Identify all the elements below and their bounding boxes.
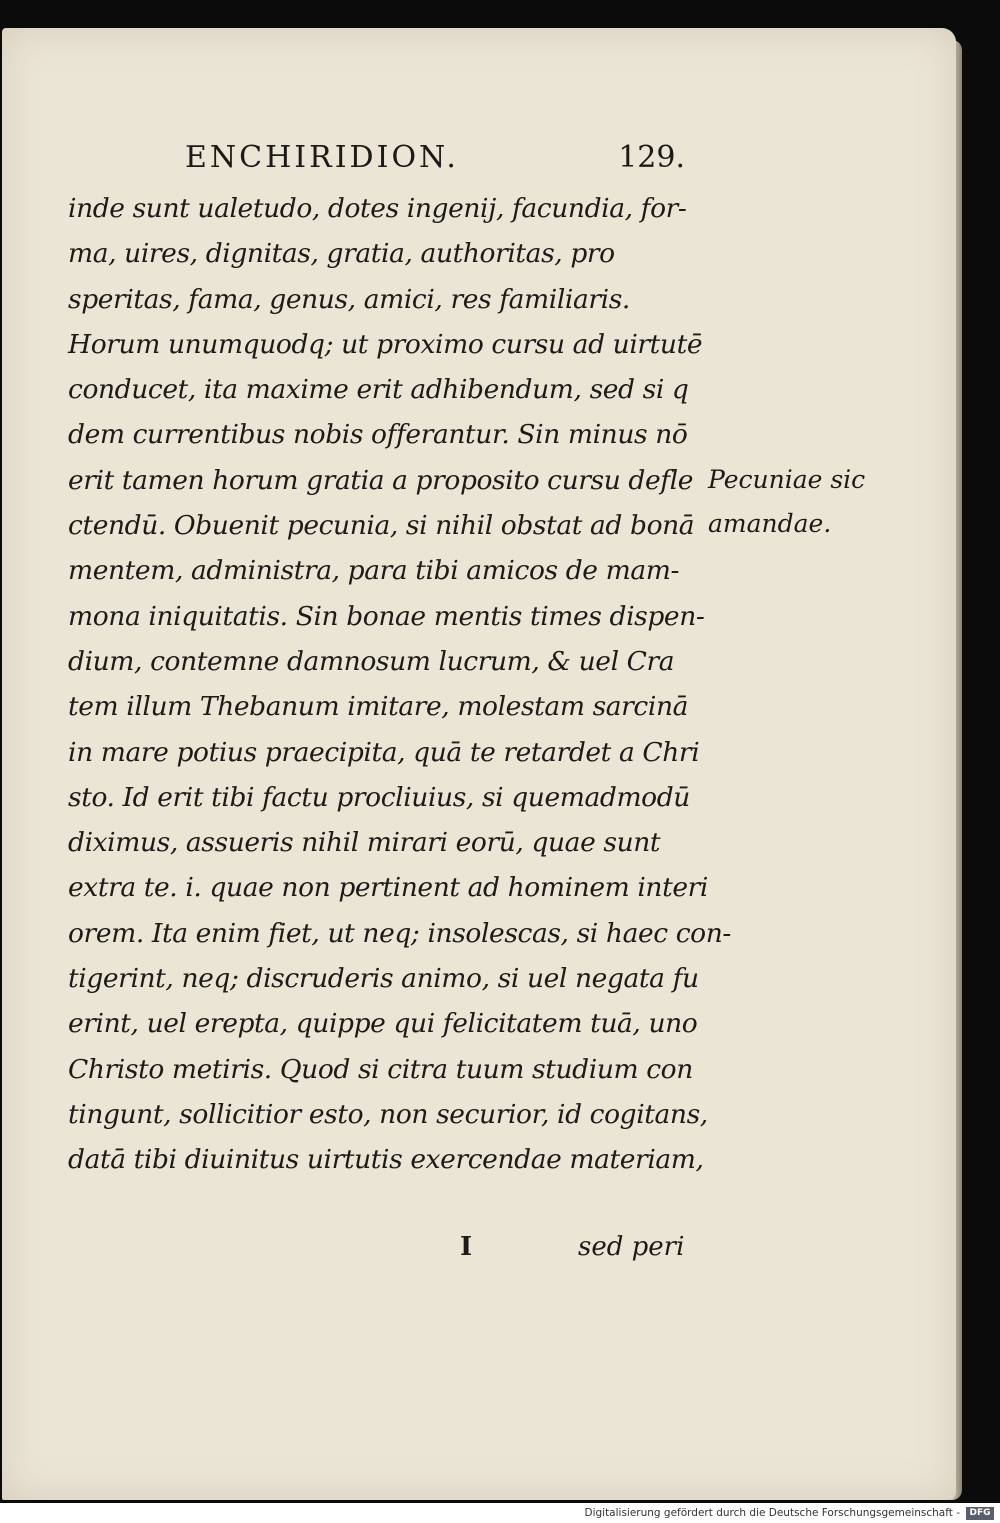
digitization-footer [0, 1503, 1000, 1523]
marginal-note [708, 458, 865, 546]
text-line: dium, contemne damnosum lucrum, & uel Cra [68, 645, 675, 677]
text-line: conducet, ita maxime erit adhibendum, sed si q [68, 374, 689, 406]
signature-mark: I [460, 1232, 473, 1262]
text-line: sto. Id erit tibi factu procliuius, si quemadmodū [68, 781, 690, 813]
text-line: erint, uel erepta, quippe qui felicitatem tuā, uno [68, 1008, 698, 1040]
body-text-block [68, 186, 731, 1183]
marginal-note-line: amandae. [708, 509, 832, 538]
text-line: inde sunt ualetudo, dotes ingenij, facundia, for- [68, 193, 687, 224]
text-line: dem currentibus nobis offerantur. Sin minus nō [68, 419, 688, 451]
text-line: orem. Ita enim fiet, ut neq; insolescas, si haec con- [68, 917, 731, 949]
dfg-logo: DFG [966, 1507, 994, 1520]
text-line: extra te. i. quae non pertinent ad hominem interi [68, 872, 708, 904]
page-footer-marks [0, 1232, 700, 1272]
funding-credit: Digitalisierung gefördert durch die Deutsche Forschungsgemeinschaft - [584, 1507, 960, 1519]
text-line: tem illum Thebanum imitare, molestam sarcinā [68, 691, 689, 723]
text-line: tingunt, sollicitior esto, non securior, id cogitans, [68, 1098, 708, 1130]
page-number: 129. [618, 140, 685, 175]
text-line: tigerint, neq; discruderis animo, si uel negata fu [68, 963, 699, 995]
catchword: sed peri [578, 1232, 685, 1262]
text-line: mona iniquitatis. Sin bonae mentis times dispen- [68, 600, 705, 632]
text-line: ctendū. Obuenit pecunia, si nihil obstat ad bonā [68, 510, 695, 542]
running-title: ENCHIRIDION. [185, 140, 459, 175]
marginal-note-line: Pecuniae sic [708, 465, 866, 494]
text-line: speritas, fama, genus, amici, res familiaris. [68, 283, 630, 315]
text-line: erit tamen horum gratia a proposito cursu defle [68, 464, 694, 496]
text-line: in mare potius praecipita, quā te retardet a Chri [68, 736, 700, 768]
text-line: datā tibi diuinitus uirtutis exercendae materiam, [68, 1144, 704, 1176]
page-header [185, 140, 685, 186]
text-line: Christo metiris. Quod si citra tuum studium con [68, 1053, 693, 1085]
text-line: mentem, administra, para tibi amicos de mam- [68, 555, 679, 587]
text-line: diximus, assueris nihil mirari eorū, quae sunt [68, 827, 661, 859]
text-line: ma, uires, dignitas, gratia, authoritas, pro [68, 238, 615, 270]
text-line: Horum unumquodq; ut proximo cursu ad uirtutē [68, 328, 703, 360]
